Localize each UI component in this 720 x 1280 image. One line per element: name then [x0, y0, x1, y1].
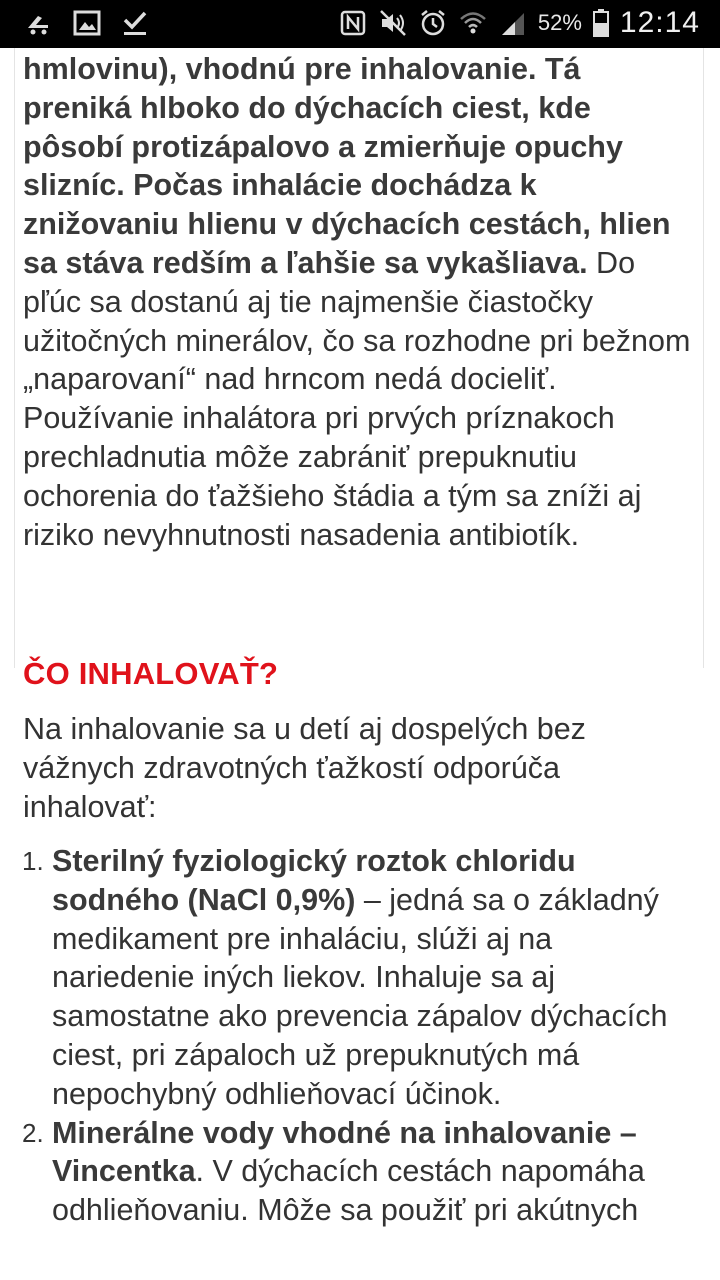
list-item-text: . V dýchacích cestách napomáha odhlieňovaniu. Môže sa použiť pri akútnych	[52, 1154, 645, 1228]
intro-regular-text: Do pľúc sa dostanú aj tie najmenšie čiastočky užitočných minerálov, čo sa rozhodne pri bežnom „naparovaní“ nad hrncom nedá docieliť. Používanie inhalátora pri prvých príznakoch prechladnutia môže zabrániť prepuknutiu ochorenia do ťažšieho štádia a tým sa zníži aj riziko nevyhnutnosti nasadenia antibiotík.	[23, 245, 691, 552]
signal-icon	[498, 8, 528, 38]
recommendation-list	[0, 842, 720, 1230]
section-intro-paragraph: Na inhalovanie sa u detí aj dospelých bez vážnych zdravotných ťažkostí odporúča inhalovať:	[23, 712, 586, 824]
list-item-number: 2.	[22, 1117, 44, 1148]
alarm-icon	[418, 8, 448, 38]
section-heading: ČO INHALOVAŤ?	[23, 656, 279, 691]
status-indicators	[338, 6, 700, 40]
list-item	[0, 842, 702, 1114]
wifi-icon	[458, 8, 488, 38]
battery-icon	[592, 8, 610, 38]
skateboard-notification-icon	[24, 8, 54, 38]
list-item	[0, 1114, 702, 1230]
mute-icon	[378, 8, 408, 38]
clock: 12:14	[619, 6, 700, 39]
status-notifications	[24, 8, 150, 38]
list-item-number: 1.	[22, 846, 44, 876]
list-item-bold: Sterilný fyziologický roztok chloridu sodného (NaCl 0,9%)	[52, 844, 576, 917]
article-content	[0, 48, 720, 1280]
image-notification-icon	[72, 8, 102, 38]
list-item-text: – jedná sa o základný medikament pre inhaláciu, slúži aj na nariedenie iných liekov. Inhaluje sa aj samostatne ako prevencia zápalov dýchacích ciest, pri zápaloch už prepuknutých má nepochybný odhlieňovací účinok.	[52, 882, 668, 1111]
status-bar	[0, 0, 720, 48]
article-paragraph-intro	[23, 50, 695, 554]
intro-bold-text: hmlovinu), vhodnú pre inhalovanie. Tá preniká hlboko do dýchacích ciest, kde pôsobí protizápalovo a zmierňuje opuchy slizníc. Počas inhalácie dochádza k znižovaniu hlienu v dýchacích cestách, hlien sa stáva redším a ľahšie sa vykašliava.	[23, 52, 671, 280]
nfc-icon	[338, 8, 368, 38]
download-done-icon	[120, 8, 150, 38]
content-border-right	[703, 48, 704, 668]
battery-percent: 52%	[537, 10, 582, 35]
list-item-bold: Minerálne vody vhodné na inhalovanie – Vincentka	[52, 1115, 637, 1189]
content-border-left	[14, 48, 15, 668]
